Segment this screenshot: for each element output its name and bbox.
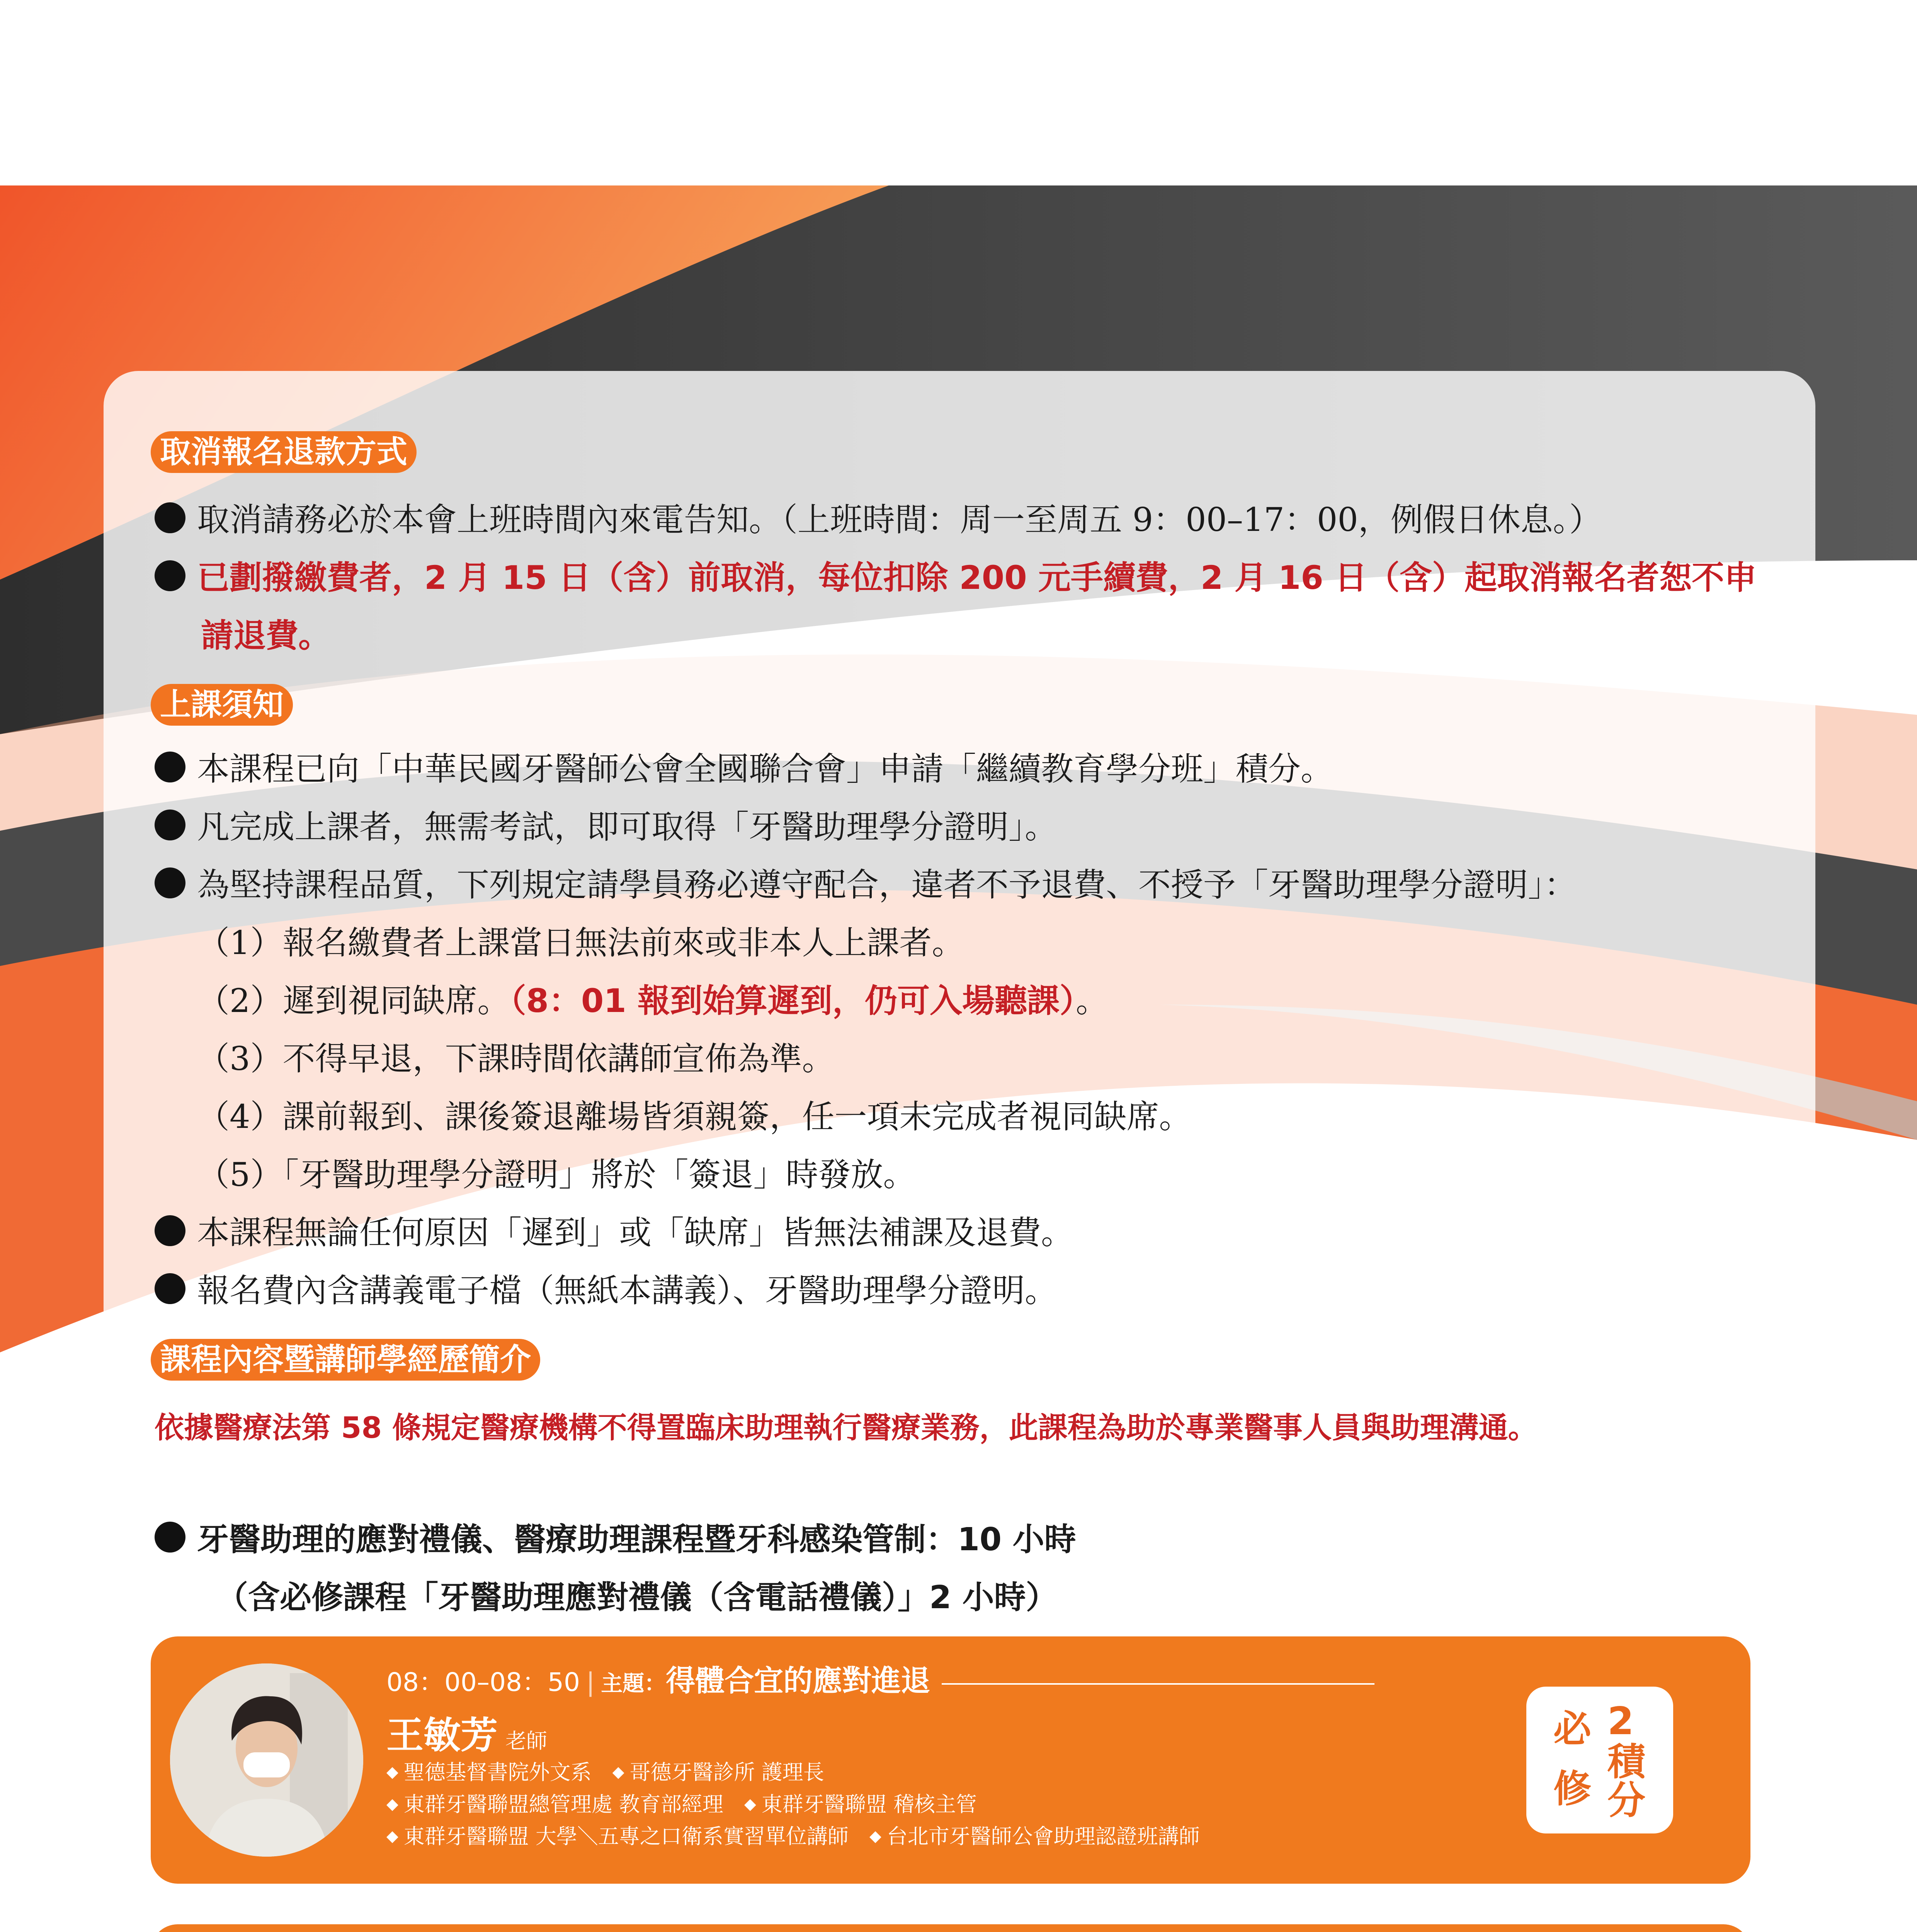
- rule-1: （1）報名繳費者上課當日無法前來或非本人上課者。: [197, 924, 964, 962]
- cancel-item-1: 取消請務必於本會上班時間內來電告知。（上班時間：周一至周五 9：00–17：00，例假日休息。）: [155, 498, 1602, 541]
- cancel-heading: 取消報名退款方式: [151, 431, 417, 473]
- notice-item-4: 本課程無論任何原因「遲到」或「缺席」皆無法補課及退費。: [155, 1211, 1073, 1254]
- notice-item-1: 本課程已向「中華民國牙醫師公會全國聯合會」申請「繼續教育學分班」積分。: [155, 748, 1333, 790]
- rule-3: （3）不得早退，下課時間依講師宣佈為準。: [197, 1040, 835, 1078]
- course-title: 牙醫助理的應對禮儀、醫療助理課程暨牙科感染管制：10 小時: [155, 1519, 1076, 1561]
- session-card-2: [151, 1924, 1750, 1932]
- speaker-name-row: 王敏芳 老師: [386, 1714, 547, 1757]
- session-card-1: [151, 1636, 1750, 1884]
- bullet-icon: [155, 502, 185, 533]
- rule-2: （2）遲到視同缺席。（8：01 報到始算遲到，仍可入場聽課）。: [197, 982, 1109, 1020]
- rule-4: （4）課前報到、課後簽退離場皆須親簽，任一項未完成者視同缺席。: [197, 1098, 1192, 1136]
- course-intro: 依據醫療法第 58 條規定醫療機構不得置臨床助理執行醫療業務，此課程為助於專業醫事人員與助理溝通。: [155, 1410, 1538, 1445]
- bullet-icon: [155, 1522, 185, 1553]
- speaker-photo-avatar: [170, 1663, 363, 1857]
- notice-item-3: 為堅持課程品質，下列規定請學員務必遵守配合，違者不予退費、不授予「牙醫助理學分證明」：: [155, 864, 1577, 906]
- bullet-icon: [155, 1273, 185, 1304]
- cancel-item-2-cont: 請退費。: [201, 617, 331, 655]
- notice-heading: 上課須知: [151, 684, 293, 726]
- credit-badge: 必 2 積 修 分: [1526, 1687, 1673, 1833]
- notice-item-2: 凡完成上課者，無需考試，即可取得「牙醫助理學分證明」。: [155, 806, 1057, 848]
- course-title-sub: （含必修課程「牙醫助理應對禮儀（含電話禮儀）」2 小時）: [216, 1579, 1058, 1616]
- notice-item-5: 報名費內含講義電子檔（無紙本講義）、牙醫助理學分證明。: [155, 1269, 1057, 1312]
- topic-rule: [942, 1683, 1374, 1685]
- bullet-icon: [155, 752, 185, 782]
- session-time-topic: 08：00–08：50 | 主題：得體合宜的應對進退: [386, 1663, 1374, 1701]
- bullet-icon: [155, 867, 185, 898]
- bullet-icon: [155, 810, 185, 840]
- rule-5: （5）「牙醫助理學分證明」將於「簽退」時發放。: [197, 1156, 916, 1194]
- speaker-bio: ◆ 聖德基督書院外文系 ◆ 哥德牙醫診所 護理長 ◆ 東群牙醫聯盟總管理處 教育部經理 ◆ 東群牙醫聯盟 稽核主管 ◆ 東群牙醫聯盟 大學＼五專之口衛系實習單位講師 ◆ 台北市牙醫師公會助理認證班講師: [386, 1760, 1200, 1849]
- course-heading: 課程內容暨講師學經歷簡介: [151, 1339, 540, 1381]
- bullet-icon: [155, 560, 185, 591]
- cancel-item-2: 已劃撥繳費者，2 月 15 日（含）前取消，每位扣除 200 元手續費，2 月 16 日（含）起取消報名者恕不申: [155, 556, 1757, 599]
- bullet-icon: [155, 1215, 185, 1246]
